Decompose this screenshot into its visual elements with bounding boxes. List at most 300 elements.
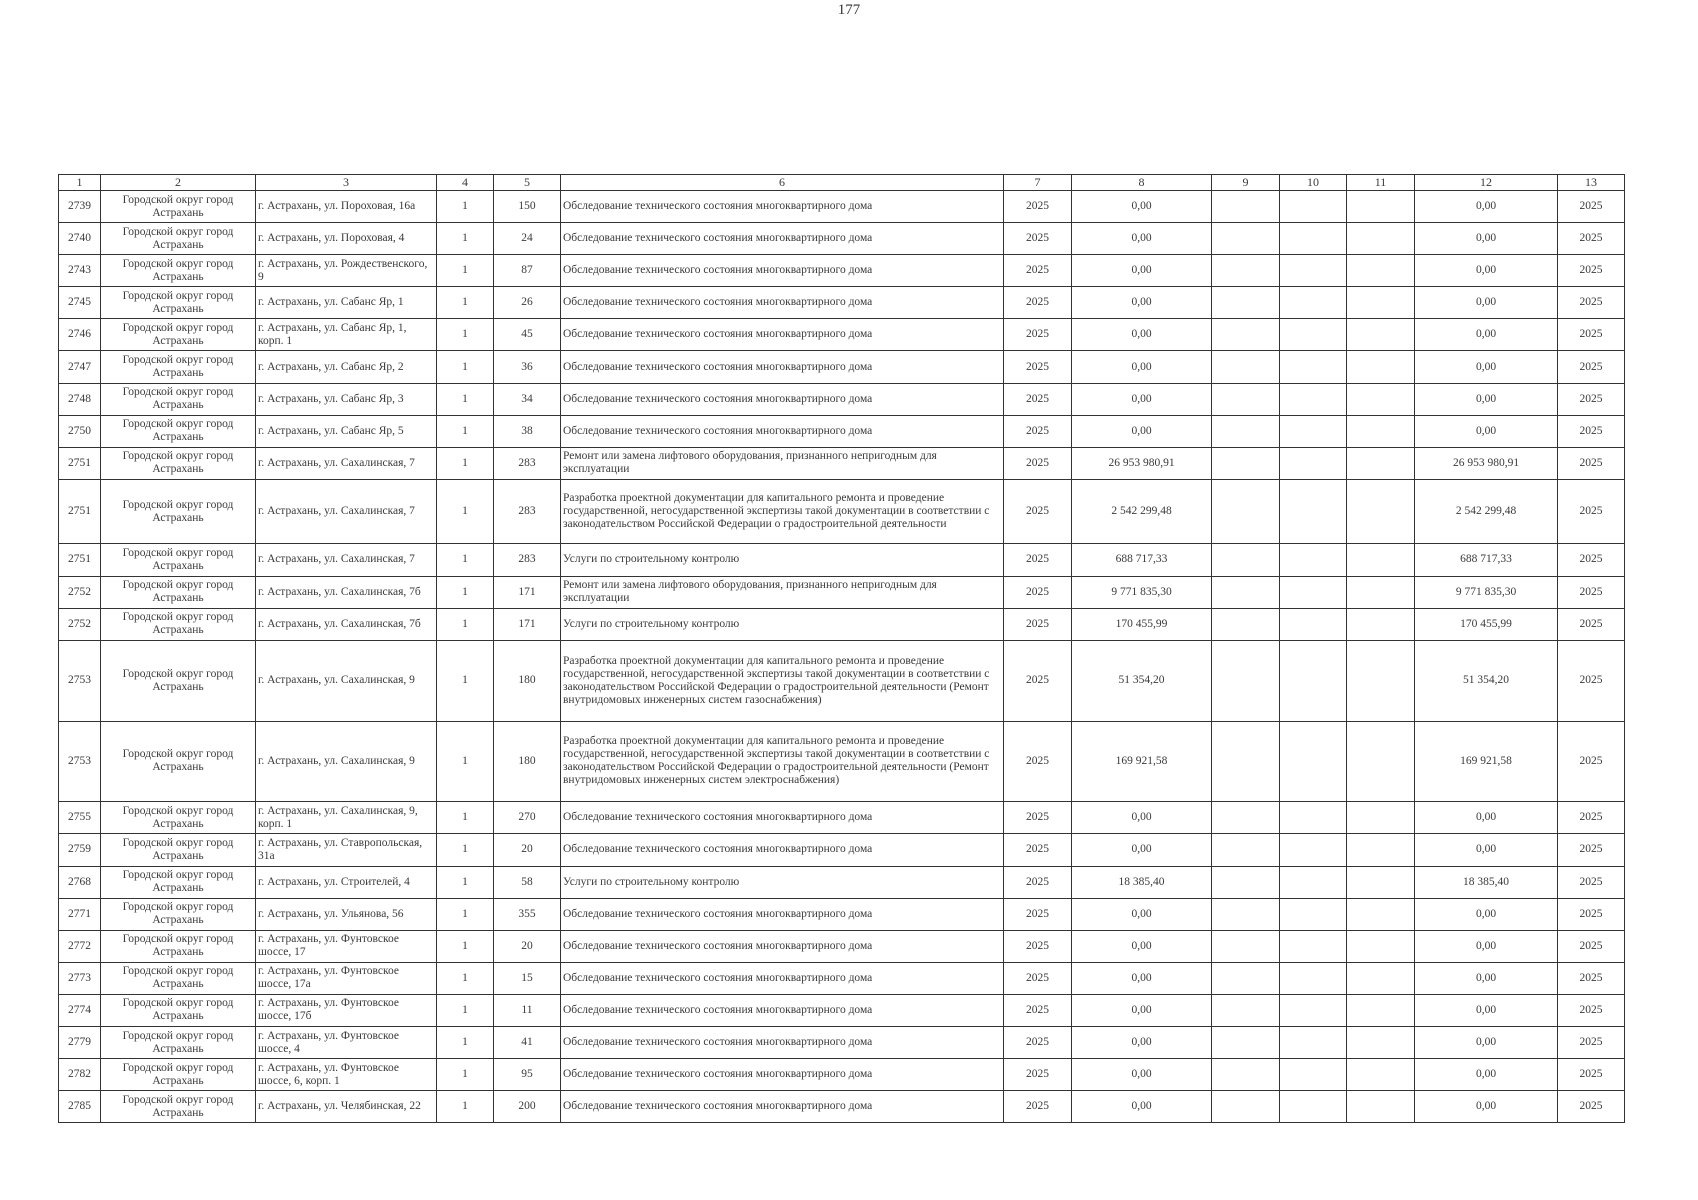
column-11-cell bbox=[1347, 351, 1415, 383]
address-cell: г. Астрахань, ул. Строителей, 4 bbox=[256, 866, 437, 898]
table-row bbox=[59, 544, 1625, 576]
work-type-cell: Услуги по строительному контролю bbox=[561, 608, 1004, 640]
column-4-cell: 1 bbox=[437, 640, 494, 721]
year-cell: 2025 bbox=[1004, 576, 1072, 608]
row-id-cell: 2768 bbox=[59, 866, 101, 898]
municipality-cell: Городской округ город Астрахань bbox=[101, 898, 256, 930]
work-type-cell: Обследование технического состояния многоквартирного дома bbox=[561, 898, 1004, 930]
address-cell: г. Астрахань, ул. Фунтовское шоссе, 17 bbox=[256, 930, 437, 962]
column-4-cell: 1 bbox=[437, 415, 494, 447]
column-5-cell: 45 bbox=[494, 319, 561, 351]
column-9-cell bbox=[1212, 223, 1280, 255]
column-13-year-cell: 2025 bbox=[1558, 1026, 1625, 1058]
column-11-cell bbox=[1347, 802, 1415, 834]
column-4-cell: 1 bbox=[437, 608, 494, 640]
column-10-cell bbox=[1280, 576, 1347, 608]
column-11-cell bbox=[1347, 1091, 1415, 1123]
column-13-year-cell: 2025 bbox=[1558, 608, 1625, 640]
cost-cell: 26 953 980,91 bbox=[1072, 447, 1212, 479]
column-4-cell: 1 bbox=[437, 255, 494, 287]
table-row bbox=[59, 383, 1625, 415]
municipality-cell: Городской округ город Астрахань bbox=[101, 834, 256, 866]
table-row bbox=[59, 1026, 1625, 1058]
cost-cell: 170 455,99 bbox=[1072, 608, 1212, 640]
column-13-year-cell: 2025 bbox=[1558, 1059, 1625, 1091]
column-9-cell bbox=[1212, 319, 1280, 351]
address-cell: г. Астрахань, ул. Сахалинская, 7 bbox=[256, 447, 437, 479]
column-13-year-cell: 2025 bbox=[1558, 287, 1625, 319]
column-header-3: 3 bbox=[256, 175, 437, 191]
address-cell: г. Астрахань, ул. Сахалинская, 7 bbox=[256, 544, 437, 576]
municipality-cell: Городской округ город Астрахань bbox=[101, 640, 256, 721]
municipality-cell: Городской округ город Астрахань bbox=[101, 1026, 256, 1058]
column-9-cell bbox=[1212, 415, 1280, 447]
cost-cell: 0,00 bbox=[1072, 994, 1212, 1026]
column-11-cell bbox=[1347, 383, 1415, 415]
column-9-cell bbox=[1212, 351, 1280, 383]
column-12-amount-cell: 169 921,58 bbox=[1415, 721, 1558, 802]
year-cell: 2025 bbox=[1004, 1091, 1072, 1123]
column-header-1: 1 bbox=[59, 175, 101, 191]
municipality-cell: Городской округ город Астрахань bbox=[101, 1059, 256, 1091]
column-13-year-cell: 2025 bbox=[1558, 479, 1625, 544]
municipality-cell: Городской округ город Астрахань bbox=[101, 608, 256, 640]
column-9-cell bbox=[1212, 962, 1280, 994]
address-cell: г. Астрахань, ул. Рождественского, 9 bbox=[256, 255, 437, 287]
cost-cell: 0,00 bbox=[1072, 351, 1212, 383]
cost-cell: 0,00 bbox=[1072, 1091, 1212, 1123]
municipality-cell: Городской округ город Астрахань bbox=[101, 994, 256, 1026]
address-cell: г. Астрахань, ул. Фунтовское шоссе, 6, корп. 1 bbox=[256, 1059, 437, 1091]
table-row bbox=[59, 447, 1625, 479]
table-row bbox=[59, 1059, 1625, 1091]
column-10-cell bbox=[1280, 994, 1347, 1026]
column-12-amount-cell: 0,00 bbox=[1415, 191, 1558, 223]
column-10-cell bbox=[1280, 191, 1347, 223]
cost-cell: 2 542 299,48 bbox=[1072, 479, 1212, 544]
row-id-cell: 2753 bbox=[59, 721, 101, 802]
work-type-cell: Обследование технического состояния многоквартирного дома bbox=[561, 255, 1004, 287]
column-5-cell: 11 bbox=[494, 994, 561, 1026]
cost-cell: 51 354,20 bbox=[1072, 640, 1212, 721]
row-id-cell: 2782 bbox=[59, 1059, 101, 1091]
cost-cell: 0,00 bbox=[1072, 191, 1212, 223]
row-id-cell: 2752 bbox=[59, 608, 101, 640]
work-type-cell: Разработка проектной документации для капитального ремонта и проведение государственной, негосударственной экспертизы такой документации в соответствии с законодательством Российской Федерации о градостроительной деятельности bbox=[561, 479, 1004, 544]
column-4-cell: 1 bbox=[437, 319, 494, 351]
year-cell: 2025 bbox=[1004, 640, 1072, 721]
row-id-cell: 2751 bbox=[59, 447, 101, 479]
column-10-cell bbox=[1280, 834, 1347, 866]
year-cell: 2025 bbox=[1004, 447, 1072, 479]
year-cell: 2025 bbox=[1004, 223, 1072, 255]
cost-cell: 0,00 bbox=[1072, 223, 1212, 255]
column-12-amount-cell: 51 354,20 bbox=[1415, 640, 1558, 721]
table-row bbox=[59, 834, 1625, 866]
table-row bbox=[59, 576, 1625, 608]
column-9-cell bbox=[1212, 1026, 1280, 1058]
table-row bbox=[59, 319, 1625, 351]
column-11-cell bbox=[1347, 223, 1415, 255]
work-type-cell: Обследование технического состояния многоквартирного дома bbox=[561, 191, 1004, 223]
column-12-amount-cell: 0,00 bbox=[1415, 1026, 1558, 1058]
column-header-10: 10 bbox=[1280, 175, 1347, 191]
column-12-amount-cell: 0,00 bbox=[1415, 223, 1558, 255]
column-12-amount-cell: 26 953 980,91 bbox=[1415, 447, 1558, 479]
municipality-cell: Городской округ город Астрахань bbox=[101, 223, 256, 255]
column-12-amount-cell: 0,00 bbox=[1415, 1059, 1558, 1091]
address-cell: г. Астрахань, ул. Фунтовское шоссе, 4 bbox=[256, 1026, 437, 1058]
row-id-cell: 2752 bbox=[59, 576, 101, 608]
municipality-cell: Городской округ город Астрахань bbox=[101, 1091, 256, 1123]
table-row bbox=[59, 994, 1625, 1026]
column-13-year-cell: 2025 bbox=[1558, 802, 1625, 834]
municipality-cell: Городской округ город Астрахань bbox=[101, 415, 256, 447]
column-5-cell: 36 bbox=[494, 351, 561, 383]
column-4-cell: 1 bbox=[437, 994, 494, 1026]
cost-cell: 0,00 bbox=[1072, 383, 1212, 415]
column-10-cell bbox=[1280, 1026, 1347, 1058]
column-11-cell bbox=[1347, 191, 1415, 223]
column-5-cell: 87 bbox=[494, 255, 561, 287]
column-9-cell bbox=[1212, 866, 1280, 898]
work-type-cell: Ремонт или замена лифтового оборудования, признанного непригодным для эксплуатации bbox=[561, 576, 1004, 608]
column-9-cell bbox=[1212, 1059, 1280, 1091]
column-10-cell bbox=[1280, 223, 1347, 255]
column-10-cell bbox=[1280, 1059, 1347, 1091]
row-id-cell: 2751 bbox=[59, 544, 101, 576]
column-5-cell: 38 bbox=[494, 415, 561, 447]
work-type-cell: Разработка проектной документации для капитального ремонта и проведение государственной, негосударственной экспертизы такой документации в соответствии с законодательством Российской Федерации о градостроительной деятельности (Ремонт внутридомовых инженерных систем газоснабжения) bbox=[561, 640, 1004, 721]
column-12-amount-cell: 0,00 bbox=[1415, 319, 1558, 351]
column-10-cell bbox=[1280, 898, 1347, 930]
column-13-year-cell: 2025 bbox=[1558, 866, 1625, 898]
column-13-year-cell: 2025 bbox=[1558, 351, 1625, 383]
address-cell: г. Астрахань, ул. Сахалинская, 7 bbox=[256, 479, 437, 544]
column-11-cell bbox=[1347, 415, 1415, 447]
column-12-amount-cell: 9 771 835,30 bbox=[1415, 576, 1558, 608]
column-9-cell bbox=[1212, 1091, 1280, 1123]
address-cell: г. Астрахань, ул. Сабанс Яр, 1, корп. 1 bbox=[256, 319, 437, 351]
column-13-year-cell: 2025 bbox=[1558, 319, 1625, 351]
work-type-cell: Услуги по строительному контролю bbox=[561, 544, 1004, 576]
work-type-cell: Обследование технического состояния многоквартирного дома bbox=[561, 319, 1004, 351]
column-9-cell bbox=[1212, 721, 1280, 802]
work-type-cell: Обследование технического состояния многоквартирного дома bbox=[561, 415, 1004, 447]
cost-cell: 688 717,33 bbox=[1072, 544, 1212, 576]
cost-cell: 0,00 bbox=[1072, 287, 1212, 319]
column-11-cell bbox=[1347, 930, 1415, 962]
column-12-amount-cell: 170 455,99 bbox=[1415, 608, 1558, 640]
column-header-7: 7 bbox=[1004, 175, 1072, 191]
column-header-5: 5 bbox=[494, 175, 561, 191]
work-type-cell: Разработка проектной документации для капитального ремонта и проведение государственной, негосударственной экспертизы такой документации в соответствии с законодательством Российской Федерации о градостроительной деятельности (Ремонт внутридомовых инженерных систем электроснабжения) bbox=[561, 721, 1004, 802]
year-cell: 2025 bbox=[1004, 287, 1072, 319]
column-12-amount-cell: 0,00 bbox=[1415, 1091, 1558, 1123]
column-10-cell bbox=[1280, 544, 1347, 576]
column-12-amount-cell: 0,00 bbox=[1415, 930, 1558, 962]
cost-cell: 0,00 bbox=[1072, 255, 1212, 287]
year-cell: 2025 bbox=[1004, 319, 1072, 351]
column-5-cell: 15 bbox=[494, 962, 561, 994]
column-11-cell bbox=[1347, 1059, 1415, 1091]
column-4-cell: 1 bbox=[437, 962, 494, 994]
table-row bbox=[59, 415, 1625, 447]
table-body bbox=[59, 191, 1625, 1123]
cost-cell: 0,00 bbox=[1072, 1026, 1212, 1058]
year-cell: 2025 bbox=[1004, 962, 1072, 994]
table-row bbox=[59, 1091, 1625, 1123]
year-cell: 2025 bbox=[1004, 834, 1072, 866]
address-cell: г. Астрахань, ул. Сахалинская, 7б bbox=[256, 576, 437, 608]
column-9-cell bbox=[1212, 802, 1280, 834]
cost-cell: 0,00 bbox=[1072, 319, 1212, 351]
table-row bbox=[59, 802, 1625, 834]
year-cell: 2025 bbox=[1004, 255, 1072, 287]
column-5-cell: 58 bbox=[494, 866, 561, 898]
column-13-year-cell: 2025 bbox=[1558, 415, 1625, 447]
column-13-year-cell: 2025 bbox=[1558, 1091, 1625, 1123]
year-cell: 2025 bbox=[1004, 191, 1072, 223]
column-13-year-cell: 2025 bbox=[1558, 898, 1625, 930]
address-cell: г. Астрахань, ул. Челябинская, 22 bbox=[256, 1091, 437, 1123]
column-10-cell bbox=[1280, 721, 1347, 802]
address-cell: г. Астрахань, ул. Сахалинская, 9 bbox=[256, 721, 437, 802]
column-12-amount-cell: 688 717,33 bbox=[1415, 544, 1558, 576]
column-4-cell: 1 bbox=[437, 721, 494, 802]
row-id-cell: 2739 bbox=[59, 191, 101, 223]
column-12-amount-cell: 0,00 bbox=[1415, 415, 1558, 447]
work-type-cell: Обследование технического состояния многоквартирного дома bbox=[561, 287, 1004, 319]
work-type-cell: Обследование технического состояния многоквартирного дома bbox=[561, 1026, 1004, 1058]
column-5-cell: 20 bbox=[494, 834, 561, 866]
column-11-cell bbox=[1347, 834, 1415, 866]
capital-repair-table bbox=[58, 174, 1625, 1123]
column-11-cell bbox=[1347, 447, 1415, 479]
column-4-cell: 1 bbox=[437, 191, 494, 223]
year-cell: 2025 bbox=[1004, 866, 1072, 898]
column-10-cell bbox=[1280, 287, 1347, 319]
column-4-cell: 1 bbox=[437, 898, 494, 930]
municipality-cell: Городской округ город Астрахань bbox=[101, 866, 256, 898]
column-10-cell bbox=[1280, 447, 1347, 479]
table-row bbox=[59, 930, 1625, 962]
column-number-header bbox=[59, 175, 1625, 191]
cost-cell: 0,00 bbox=[1072, 834, 1212, 866]
table-row bbox=[59, 962, 1625, 994]
column-13-year-cell: 2025 bbox=[1558, 962, 1625, 994]
column-12-amount-cell: 0,00 bbox=[1415, 383, 1558, 415]
column-13-year-cell: 2025 bbox=[1558, 447, 1625, 479]
work-type-cell: Обследование технического состояния многоквартирного дома bbox=[561, 994, 1004, 1026]
municipality-cell: Городской округ город Астрахань bbox=[101, 319, 256, 351]
table-row bbox=[59, 608, 1625, 640]
column-9-cell bbox=[1212, 640, 1280, 721]
column-10-cell bbox=[1280, 866, 1347, 898]
municipality-cell: Городской округ город Астрахань bbox=[101, 721, 256, 802]
cost-cell: 0,00 bbox=[1072, 962, 1212, 994]
work-type-cell: Обследование технического состояния многоквартирного дома bbox=[561, 1059, 1004, 1091]
row-id-cell: 2743 bbox=[59, 255, 101, 287]
column-12-amount-cell: 0,00 bbox=[1415, 962, 1558, 994]
table-row bbox=[59, 191, 1625, 223]
cost-cell: 0,00 bbox=[1072, 1059, 1212, 1091]
cost-cell: 0,00 bbox=[1072, 898, 1212, 930]
column-10-cell bbox=[1280, 383, 1347, 415]
column-13-year-cell: 2025 bbox=[1558, 191, 1625, 223]
table-row bbox=[59, 640, 1625, 721]
year-cell: 2025 bbox=[1004, 930, 1072, 962]
column-10-cell bbox=[1280, 608, 1347, 640]
column-9-cell bbox=[1212, 834, 1280, 866]
row-id-cell: 2751 bbox=[59, 479, 101, 544]
column-5-cell: 41 bbox=[494, 1026, 561, 1058]
work-type-cell: Обследование технического состояния многоквартирного дома bbox=[561, 351, 1004, 383]
work-type-cell: Обследование технического состояния многоквартирного дома bbox=[561, 930, 1004, 962]
column-9-cell bbox=[1212, 191, 1280, 223]
column-header-9: 9 bbox=[1212, 175, 1280, 191]
column-10-cell bbox=[1280, 351, 1347, 383]
column-5-cell: 150 bbox=[494, 191, 561, 223]
row-id-cell: 2745 bbox=[59, 287, 101, 319]
column-5-cell: 20 bbox=[494, 930, 561, 962]
column-4-cell: 1 bbox=[437, 479, 494, 544]
year-cell: 2025 bbox=[1004, 608, 1072, 640]
municipality-cell: Городской округ город Астрахань bbox=[101, 191, 256, 223]
column-header-4: 4 bbox=[437, 175, 494, 191]
municipality-cell: Городской округ город Астрахань bbox=[101, 447, 256, 479]
address-cell: г. Астрахань, ул. Ставропольская, 31а bbox=[256, 834, 437, 866]
page-number: 177 bbox=[837, 2, 861, 18]
column-9-cell bbox=[1212, 479, 1280, 544]
column-13-year-cell: 2025 bbox=[1558, 930, 1625, 962]
row-id-cell: 2773 bbox=[59, 962, 101, 994]
column-12-amount-cell: 0,00 bbox=[1415, 834, 1558, 866]
column-4-cell: 1 bbox=[437, 287, 494, 319]
column-5-cell: 283 bbox=[494, 447, 561, 479]
row-id-cell: 2755 bbox=[59, 802, 101, 834]
year-cell: 2025 bbox=[1004, 1059, 1072, 1091]
column-5-cell: 283 bbox=[494, 479, 561, 544]
column-5-cell: 95 bbox=[494, 1059, 561, 1091]
column-11-cell bbox=[1347, 962, 1415, 994]
column-13-year-cell: 2025 bbox=[1558, 834, 1625, 866]
column-11-cell bbox=[1347, 544, 1415, 576]
column-4-cell: 1 bbox=[437, 351, 494, 383]
column-5-cell: 283 bbox=[494, 544, 561, 576]
row-id-cell: 2748 bbox=[59, 383, 101, 415]
column-9-cell bbox=[1212, 383, 1280, 415]
column-10-cell bbox=[1280, 640, 1347, 721]
column-11-cell bbox=[1347, 576, 1415, 608]
column-12-amount-cell: 0,00 bbox=[1415, 994, 1558, 1026]
column-10-cell bbox=[1280, 319, 1347, 351]
column-13-year-cell: 2025 bbox=[1558, 576, 1625, 608]
year-cell: 2025 bbox=[1004, 415, 1072, 447]
column-header-6: 6 bbox=[561, 175, 1004, 191]
column-9-cell bbox=[1212, 576, 1280, 608]
year-cell: 2025 bbox=[1004, 994, 1072, 1026]
column-11-cell bbox=[1347, 721, 1415, 802]
column-5-cell: 34 bbox=[494, 383, 561, 415]
column-13-year-cell: 2025 bbox=[1558, 994, 1625, 1026]
column-5-cell: 180 bbox=[494, 721, 561, 802]
column-4-cell: 1 bbox=[437, 223, 494, 255]
address-cell: г. Астрахань, ул. Пороховая, 16а bbox=[256, 191, 437, 223]
table-row bbox=[59, 351, 1625, 383]
row-id-cell: 2771 bbox=[59, 898, 101, 930]
table-row bbox=[59, 866, 1625, 898]
address-cell: г. Астрахань, ул. Сахалинская, 9, корп. 1 bbox=[256, 802, 437, 834]
column-10-cell bbox=[1280, 1091, 1347, 1123]
column-10-cell bbox=[1280, 930, 1347, 962]
year-cell: 2025 bbox=[1004, 544, 1072, 576]
column-11-cell bbox=[1347, 319, 1415, 351]
column-10-cell bbox=[1280, 479, 1347, 544]
column-11-cell bbox=[1347, 255, 1415, 287]
row-id-cell: 2746 bbox=[59, 319, 101, 351]
column-10-cell bbox=[1280, 802, 1347, 834]
column-12-amount-cell: 0,00 bbox=[1415, 898, 1558, 930]
column-header-8: 8 bbox=[1072, 175, 1212, 191]
column-4-cell: 1 bbox=[437, 802, 494, 834]
column-9-cell bbox=[1212, 544, 1280, 576]
address-cell: г. Астрахань, ул. Ульянова, 56 bbox=[256, 898, 437, 930]
address-cell: г. Астрахань, ул. Фунтовское шоссе, 17б bbox=[256, 994, 437, 1026]
work-type-cell: Ремонт или замена лифтового оборудования, признанного непригодным для эксплуатации bbox=[561, 447, 1004, 479]
column-10-cell bbox=[1280, 415, 1347, 447]
column-10-cell bbox=[1280, 962, 1347, 994]
row-id-cell: 2785 bbox=[59, 1091, 101, 1123]
column-9-cell bbox=[1212, 447, 1280, 479]
column-4-cell: 1 bbox=[437, 1059, 494, 1091]
column-5-cell: 180 bbox=[494, 640, 561, 721]
municipality-cell: Городской округ город Астрахань bbox=[101, 930, 256, 962]
year-cell: 2025 bbox=[1004, 351, 1072, 383]
column-5-cell: 24 bbox=[494, 223, 561, 255]
column-4-cell: 1 bbox=[437, 383, 494, 415]
column-9-cell bbox=[1212, 255, 1280, 287]
row-id-cell: 2750 bbox=[59, 415, 101, 447]
column-5-cell: 270 bbox=[494, 802, 561, 834]
column-5-cell: 200 bbox=[494, 1091, 561, 1123]
year-cell: 2025 bbox=[1004, 1026, 1072, 1058]
row-id-cell: 2772 bbox=[59, 930, 101, 962]
work-type-cell: Обследование технического состояния многоквартирного дома bbox=[561, 383, 1004, 415]
column-12-amount-cell: 18 385,40 bbox=[1415, 866, 1558, 898]
column-13-year-cell: 2025 bbox=[1558, 383, 1625, 415]
cost-cell: 18 385,40 bbox=[1072, 866, 1212, 898]
address-cell: г. Астрахань, ул. Сабанс Яр, 3 bbox=[256, 383, 437, 415]
column-4-cell: 1 bbox=[437, 834, 494, 866]
column-11-cell bbox=[1347, 866, 1415, 898]
column-5-cell: 355 bbox=[494, 898, 561, 930]
column-12-amount-cell: 0,00 bbox=[1415, 287, 1558, 319]
column-12-amount-cell: 0,00 bbox=[1415, 255, 1558, 287]
work-type-cell: Услуги по строительному контролю bbox=[561, 866, 1004, 898]
column-4-cell: 1 bbox=[437, 1026, 494, 1058]
municipality-cell: Городской округ город Астрахань bbox=[101, 962, 256, 994]
column-4-cell: 1 bbox=[437, 1091, 494, 1123]
address-cell: г. Астрахань, ул. Сабанс Яр, 1 bbox=[256, 287, 437, 319]
municipality-cell: Городской округ город Астрахань bbox=[101, 287, 256, 319]
municipality-cell: Городской округ город Астрахань bbox=[101, 576, 256, 608]
column-header-2: 2 bbox=[101, 175, 256, 191]
column-5-cell: 26 bbox=[494, 287, 561, 319]
year-cell: 2025 bbox=[1004, 383, 1072, 415]
municipality-cell: Городской округ город Астрахань bbox=[101, 802, 256, 834]
cost-cell: 169 921,58 bbox=[1072, 721, 1212, 802]
